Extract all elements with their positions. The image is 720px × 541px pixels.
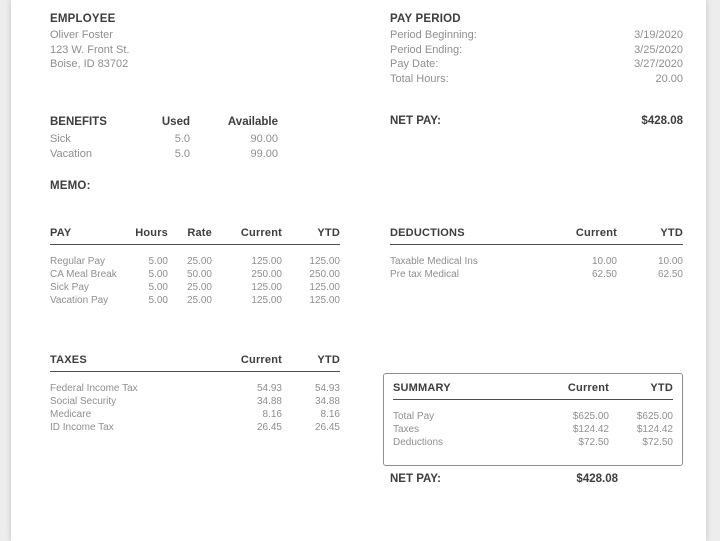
tax-name: Federal Income Tax [50,383,138,394]
taxes-table [50,354,340,434]
table-row [393,410,673,423]
tax-name: Medicare [50,409,92,420]
net-pay-top-row [390,115,683,127]
net-pay-bottom-row [390,473,618,485]
benefit-name: Sick [50,133,71,145]
pay-period-section [390,13,683,86]
employee-heading: EMPLOYEE [50,13,116,25]
table-row [50,408,340,421]
tax-ytd: 34.88 [314,396,340,407]
summary-item-name: Taxes [393,424,420,435]
pay-hours-col: Hours [135,227,168,239]
pay-item-rate: 25.00 [186,256,212,267]
summary-heading: SUMMARY [393,382,451,394]
pay-table-header [50,227,340,245]
deductions-current-col: Current [575,227,617,239]
memo-label: MEMO: [50,180,91,192]
deductions-table [390,227,683,281]
pay-period-heading: PAY PERIOD [390,13,461,25]
deduction-ytd: 10.00 [657,256,683,267]
employee-address-line1: 123 W. Front St. [50,43,130,56]
taxes-heading: TAXES [50,354,87,366]
pay-item-current: 125.00 [251,282,282,293]
pay-item-ytd: 125.00 [309,295,340,306]
deduction-current: 10.00 [591,256,617,267]
benefit-available: 99.00 [250,147,278,160]
tax-current: 54.93 [256,383,282,394]
summary-item-current: $124.42 [572,424,609,435]
table-row [50,421,340,434]
pay-item-rate: 50.00 [186,269,212,280]
taxes-current-col: Current [240,354,282,366]
benefits-section [50,115,278,161]
table-row [50,255,340,268]
pay-item-ytd: 250.00 [309,269,340,280]
table-row [390,255,683,268]
period-beginning-label: Period Beginning: [390,29,477,41]
net-pay-bottom-label: NET PAY: [390,473,441,485]
summary-body [393,400,673,449]
deductions-ytd-col: YTD [660,227,683,239]
pay-item-rate: 25.00 [186,295,212,306]
summary-box [383,373,683,466]
pay-table-body [50,245,340,307]
pay-item-hours: 5.00 [148,282,168,293]
employee-address-line2: Boise, ID 83702 [50,58,129,71]
deductions-heading: DEDUCTIONS [390,227,465,239]
summary-item-current: $72.50 [578,437,609,448]
pay-rate-col: Rate [187,227,212,239]
tax-current: 34.88 [256,396,282,407]
employee-name: Oliver Foster [50,29,113,41]
net-pay-bottom-value: $428.08 [576,473,618,485]
pay-item-ytd: 125.00 [309,256,340,267]
benefits-row-sick [50,132,278,147]
pay-item-current: 250.00 [251,269,282,280]
summary-item-ytd: $72.50 [642,437,673,448]
total-hours-row [390,72,683,87]
tax-current: 8.16 [262,409,282,420]
deductions-table-body [390,245,683,281]
table-row [50,294,340,307]
table-row [50,382,340,395]
table-row [390,268,683,281]
pay-date-value: 3/27/2020 [634,58,683,71]
deductions-table-header [390,227,683,245]
pay-date-label: Pay Date: [390,58,439,71]
tax-current: 26.45 [256,422,282,433]
benefit-used: 5.0 [174,133,190,145]
benefits-row-vacation [50,147,278,162]
summary-item-ytd: $625.00 [636,411,673,422]
pay-item-name: Vacation Pay [50,295,109,306]
benefit-available: 90.00 [250,133,278,145]
pay-ytd-col: YTD [317,227,340,239]
deduction-name: Taxable Medical Ins [390,256,478,267]
net-pay-top-value: $428.08 [641,115,683,127]
pay-item-name: CA Meal Break [50,269,117,280]
tax-ytd: 54.93 [314,383,340,394]
pay-item-hours: 5.00 [148,295,168,306]
period-beginning-value: 3/19/2020 [634,29,683,41]
tax-ytd: 8.16 [320,409,340,420]
pay-item-name: Regular Pay [50,256,106,267]
pay-item-hours: 5.00 [148,269,168,280]
pay-item-current: 125.00 [251,256,282,267]
pay-item-hours: 5.00 [148,256,168,267]
deduction-ytd: 62.50 [657,269,683,280]
total-hours-value: 20.00 [655,72,683,85]
pay-current-col: Current [240,227,282,239]
taxes-ytd-col: YTD [317,354,340,366]
tax-name: ID Income Tax [50,422,114,433]
benefits-used-col: Used [161,116,190,128]
benefit-used: 5.0 [174,147,190,160]
tax-name: Social Security [50,396,117,407]
taxes-table-header [50,354,340,372]
benefits-heading: BENEFITS [50,116,107,128]
pay-item-name: Sick Pay [50,282,89,293]
deduction-name: Pre tax Medical [390,269,459,280]
pay-item-ytd: 125.00 [309,282,340,293]
taxes-table-body [50,372,340,434]
table-row [50,395,340,408]
summary-current-col: Current [567,382,609,394]
summary-item-name: Total Pay [393,411,435,422]
pay-table [50,227,340,307]
benefits-header-row [50,115,278,130]
summary-item-name: Deductions [393,437,444,448]
pay-date-row [390,57,683,72]
total-hours-label: Total Hours: [390,72,449,85]
benefit-name: Vacation [50,147,92,160]
pay-item-current: 125.00 [251,295,282,306]
summary-item-current: $625.00 [572,411,609,422]
table-row [50,281,340,294]
benefits-available-col: Available [227,116,278,128]
summary-item-ytd: $124.42 [636,424,673,435]
period-beginning-row [390,28,683,43]
net-pay-top-label: NET PAY: [390,115,441,127]
summary-ytd-col: YTD [650,382,673,394]
deduction-current: 62.50 [591,269,617,280]
summary-header-row [393,382,673,400]
tax-ytd: 26.45 [314,422,340,433]
pay-heading: PAY [50,227,72,239]
table-row [393,436,673,449]
period-ending-row [390,43,683,58]
employee-section [50,13,129,72]
table-row [50,268,340,281]
table-row [393,423,673,436]
period-ending-value: 3/25/2020 [634,43,683,56]
pay-item-rate: 25.00 [186,282,212,293]
period-ending-label: Period Ending: [390,43,463,56]
